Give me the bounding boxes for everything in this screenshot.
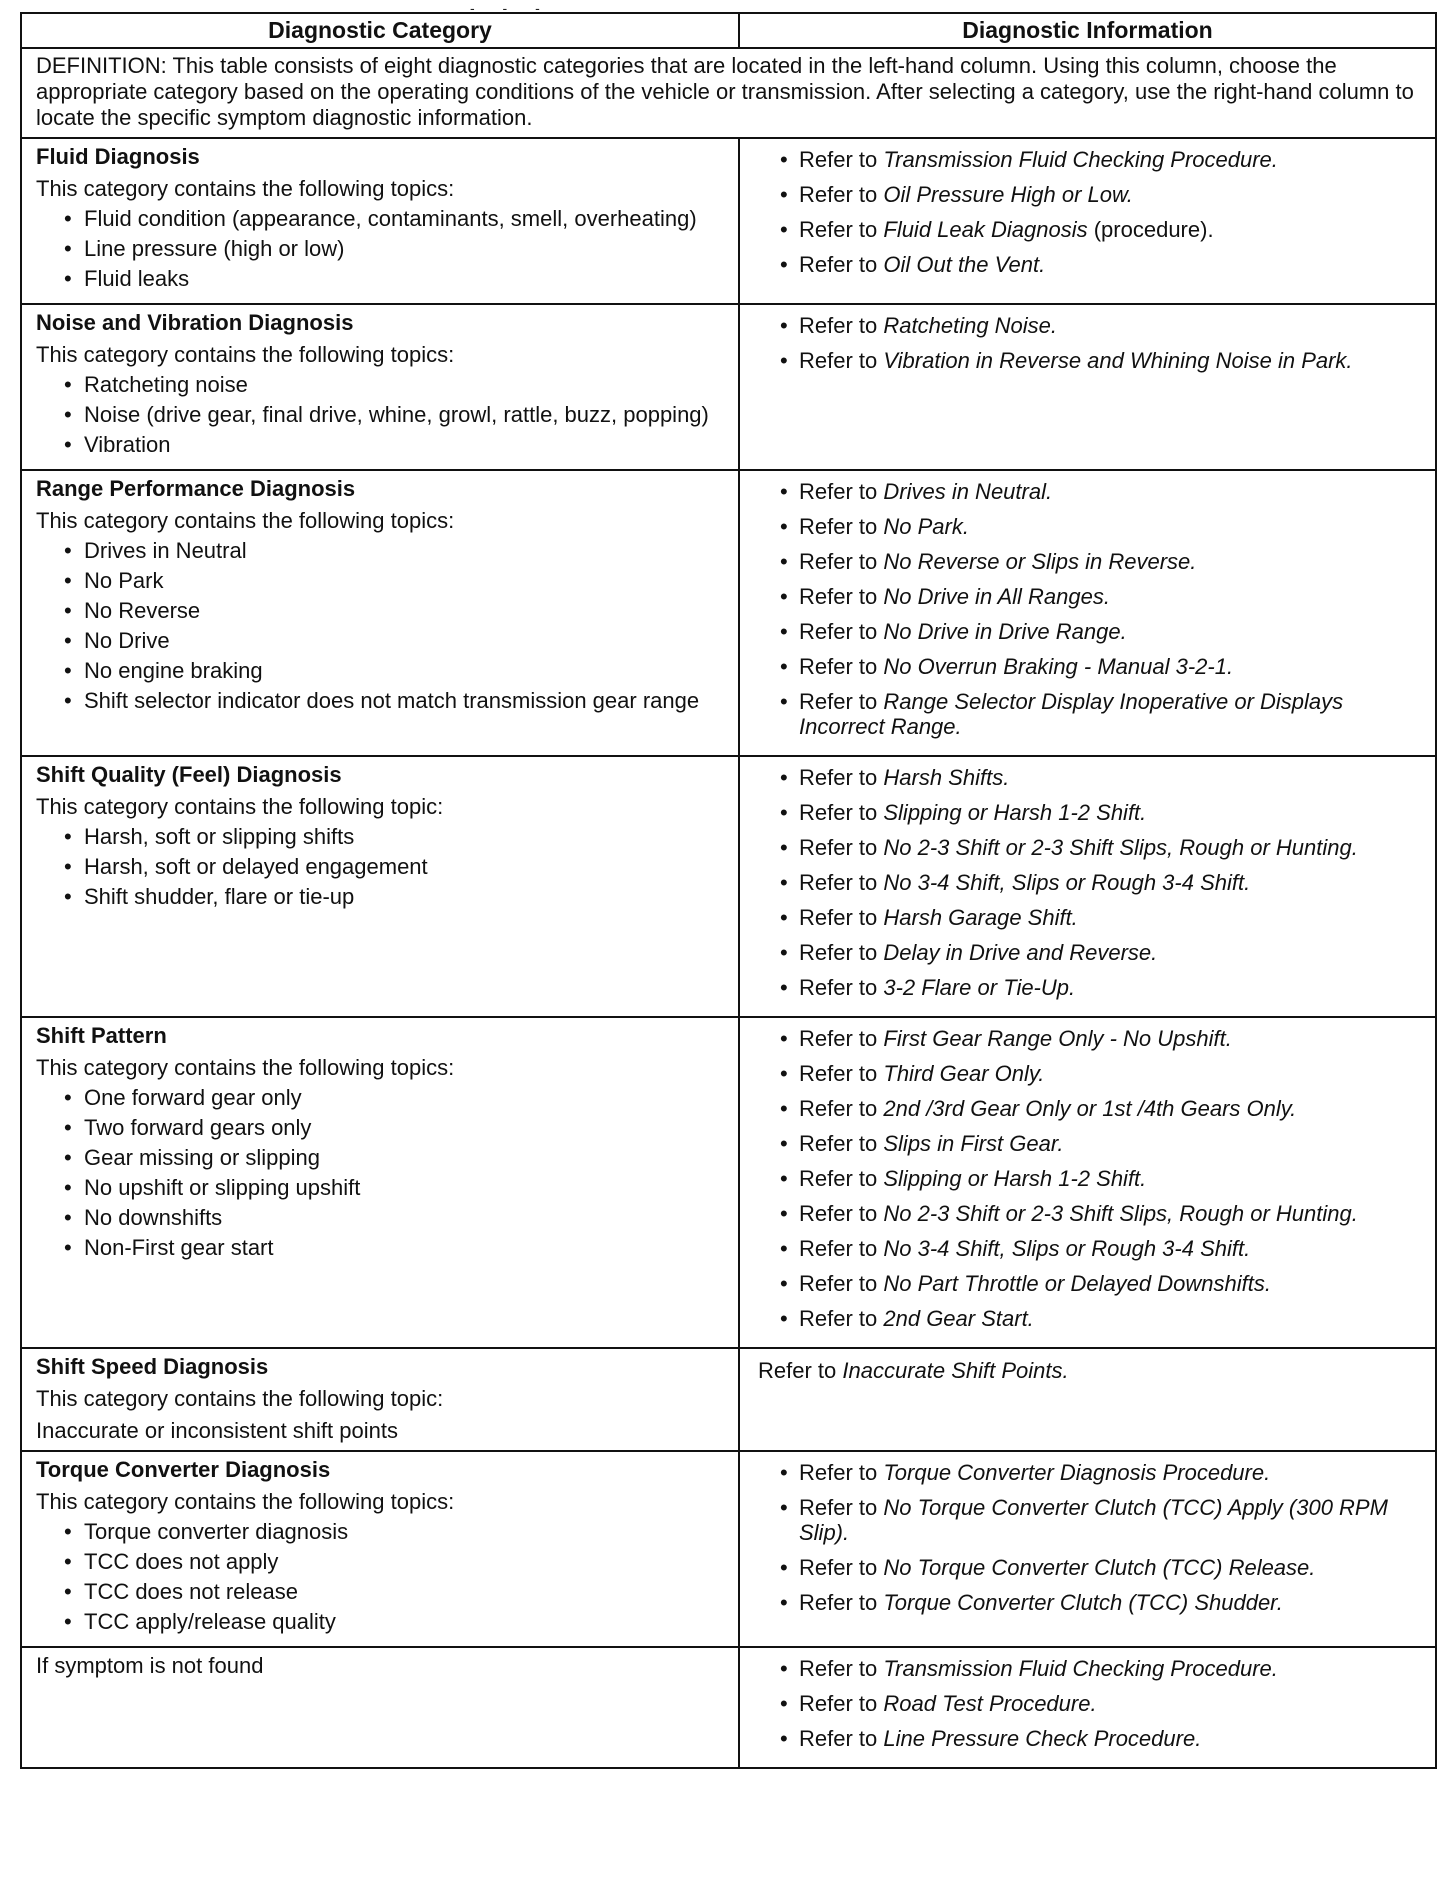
- ref-prefix: Refer to: [799, 182, 884, 207]
- information-cell: [739, 1647, 1436, 1768]
- information-cell: [739, 138, 1436, 304]
- ref-link[interactable]: Slipping or Harsh 1-2 Shift.: [883, 1166, 1147, 1191]
- ref-prefix: Refer to: [799, 765, 884, 790]
- ref-link[interactable]: Delay in Drive and Reverse.: [883, 940, 1158, 965]
- category-cell: [21, 1348, 739, 1451]
- information-cell: [739, 304, 1436, 470]
- list-item: • No Reverse: [36, 599, 728, 623]
- ref-link[interactable]: Line Pressure Check Procedure.: [883, 1726, 1202, 1751]
- ref-prefix: Refer to: [799, 1306, 884, 1331]
- list-item: [754, 1590, 1425, 1615]
- list-item: • Harsh, soft or delayed engagement: [36, 855, 728, 879]
- category-cell: [21, 470, 739, 756]
- ref-prefix: Refer to: [799, 835, 884, 860]
- ref-prefix: Refer to: [799, 1691, 884, 1716]
- list-item: • No engine braking: [36, 659, 728, 683]
- category-title: Shift Quality (Feel) Diagnosis: [36, 762, 342, 787]
- list-item: [754, 870, 1425, 895]
- ref-link[interactable]: No Part Throttle or Delayed Downshifts.: [883, 1271, 1271, 1296]
- ref-prefix: Refer to: [799, 1656, 884, 1681]
- list-item: [754, 147, 1425, 172]
- ref-link[interactable]: No Overrun Braking - Manual 3-2-1.: [883, 654, 1234, 679]
- information-cell: [739, 1451, 1436, 1647]
- scan-marks: - - -: [470, 0, 552, 16]
- list-item: [754, 905, 1425, 930]
- ref-link[interactable]: Ratcheting Noise.: [883, 313, 1058, 338]
- topic-list: [36, 825, 728, 909]
- ref-prefix: Refer to: [799, 975, 884, 1000]
- ref-prefix: Refer to: [799, 940, 884, 965]
- list-item: [754, 182, 1425, 207]
- ref-link[interactable]: No Torque Converter Clutch (TCC) Release.: [883, 1555, 1316, 1580]
- ref-prefix: Refer to: [799, 217, 884, 242]
- ref-prefix: Refer to: [799, 252, 884, 277]
- ref-prefix: Refer to: [799, 1026, 884, 1051]
- reference-list: [754, 1652, 1425, 1751]
- category-row: [21, 756, 1436, 1017]
- ref-link[interactable]: 2nd Gear Start.: [883, 1306, 1034, 1331]
- list-item: [754, 313, 1425, 338]
- list-item: [754, 1306, 1425, 1331]
- ref-link[interactable]: Fluid Leak Diagnosis: [883, 217, 1088, 242]
- list-item: [754, 1495, 1425, 1545]
- list-item: [754, 1026, 1425, 1051]
- list-item: • Ratcheting noise: [36, 373, 728, 397]
- category-cell: [21, 1451, 739, 1647]
- reference-list: [754, 475, 1425, 739]
- category-cell: [21, 1647, 739, 1768]
- ref-prefix: Refer to: [799, 905, 884, 930]
- reference-list: [754, 309, 1425, 373]
- category-row: [21, 1451, 1436, 1647]
- ref-prefix: Refer to: [799, 348, 884, 373]
- list-item: • No downshifts: [36, 1206, 728, 1230]
- ref-link[interactable]: No 2-3 Shift or 2-3 Shift Slips, Rough or Hunting.: [883, 1201, 1358, 1226]
- list-item: • Shift selector indicator does not match transmission gear range: [36, 689, 728, 713]
- category-title: Noise and Vibration Diagnosis: [36, 310, 354, 335]
- list-item: • TCC apply/release quality: [36, 1610, 728, 1634]
- category-intro: This category contains the following topics:: [36, 1055, 455, 1080]
- ref-suffix: (procedure).: [1087, 217, 1214, 242]
- list-item: [754, 1131, 1425, 1156]
- list-item: • One forward gear only: [36, 1086, 728, 1110]
- ref-link[interactable]: Range Selector Display Inoperative or Displays Incorrect Range.: [799, 689, 1344, 739]
- category-row: [21, 1348, 1436, 1451]
- list-item: [754, 1726, 1425, 1751]
- list-item: [754, 835, 1425, 860]
- information-cell: [739, 470, 1436, 756]
- reference-list: [754, 1022, 1425, 1331]
- list-item: [754, 514, 1425, 539]
- ref-link[interactable]: Vibration in Reverse and Whining Noise in Park.: [883, 348, 1353, 373]
- ref-link[interactable]: Torque Converter Diagnosis Procedure.: [883, 1460, 1271, 1485]
- ref-link[interactable]: First Gear Range Only - No Upshift.: [883, 1026, 1232, 1051]
- list-item: [754, 1656, 1425, 1681]
- list-item: [754, 252, 1425, 277]
- ref-link[interactable]: No Park.: [883, 514, 969, 539]
- ref-link[interactable]: Transmission Fluid Checking Procedure.: [883, 1656, 1278, 1681]
- list-item: • Fluid condition (appearance, contaminants, smell, overheating): [36, 207, 728, 231]
- category-row: [21, 470, 1436, 756]
- ref-prefix: Refer to: [799, 1460, 884, 1485]
- list-item: • TCC does not release: [36, 1580, 728, 1604]
- header-diagnostic-information: Diagnostic Information: [739, 13, 1436, 48]
- category-cell: [21, 138, 739, 304]
- ref-prefix: Refer to: [799, 654, 884, 679]
- ref-prefix: Refer to: [799, 479, 884, 504]
- list-item: [754, 1201, 1425, 1226]
- list-item: [754, 1691, 1425, 1716]
- ref-prefix: Refer to: [799, 800, 884, 825]
- ref-prefix: Refer to: [799, 1166, 884, 1191]
- ref-link[interactable]: Inaccurate Shift Points.: [842, 1358, 1069, 1383]
- ref-link[interactable]: Slipping or Harsh 1-2 Shift.: [883, 800, 1147, 825]
- reference-list: [754, 761, 1425, 1000]
- list-item: [754, 584, 1425, 609]
- list-item: [754, 619, 1425, 644]
- table-header-row: [21, 13, 1436, 48]
- category-title: Fluid Diagnosis: [36, 144, 200, 169]
- ref-prefix: Refer to: [799, 147, 884, 172]
- ref-prefix: Refer to: [799, 689, 884, 714]
- definition-text: DEFINITION: This table consists of eight diagnostic categories that are located in the left-hand column. Using this column, choose the appropriate category based on the operating conditions of the vehicle or transmission. After selecting a category, use the right-hand column to locate the specific symptom diagnostic information.: [21, 48, 1436, 138]
- category-intro: This category contains the following topic:: [36, 1386, 444, 1411]
- symptom-not-found-text: If symptom is not found: [36, 1653, 264, 1678]
- ref-prefix: Refer to: [799, 1495, 884, 1520]
- list-item: [754, 1166, 1425, 1191]
- ref-prefix: Refer to: [799, 1271, 884, 1296]
- topic-list: [36, 1086, 728, 1260]
- ref-link[interactable]: Drives in Neutral.: [883, 479, 1053, 504]
- ref-prefix: Refer to: [758, 1358, 843, 1383]
- list-item: [754, 654, 1425, 679]
- definition-row: [21, 48, 1436, 138]
- category-title: Shift Pattern: [36, 1023, 167, 1048]
- ref-prefix: Refer to: [799, 1555, 884, 1580]
- ref-prefix: Refer to: [799, 1131, 884, 1156]
- category-topic-text: Inaccurate or inconsistent shift points: [36, 1418, 398, 1443]
- ref-link[interactable]: No 2-3 Shift or 2-3 Shift Slips, Rough or Hunting.: [883, 835, 1358, 860]
- list-item: • Gear missing or slipping: [36, 1146, 728, 1170]
- list-item: [754, 1236, 1425, 1261]
- header-diagnostic-category: Diagnostic Category: [21, 13, 739, 48]
- information-cell: [739, 1017, 1436, 1348]
- list-item: [754, 348, 1425, 373]
- list-item: • Line pressure (high or low): [36, 237, 728, 261]
- category-intro: This category contains the following topics:: [36, 176, 455, 201]
- information-cell: [739, 1348, 1436, 1451]
- ref-prefix: Refer to: [799, 1096, 884, 1121]
- category-title: Torque Converter Diagnosis: [36, 1457, 331, 1482]
- list-item: • No Drive: [36, 629, 728, 653]
- ref-prefix: Refer to: [799, 1061, 884, 1086]
- category-row: [21, 1647, 1436, 1768]
- category-title: Range Performance Diagnosis: [36, 476, 356, 501]
- category-intro: This category contains the following topics:: [36, 342, 455, 367]
- list-item: [754, 940, 1425, 965]
- category-intro: This category contains the following topics:: [36, 508, 455, 533]
- ref-link[interactable]: No Drive in Drive Range.: [883, 619, 1127, 644]
- list-item: • Drives in Neutral: [36, 539, 728, 563]
- category-row: [21, 1017, 1436, 1348]
- diagnostic-table: [20, 12, 1437, 1769]
- ref-link[interactable]: Third Gear Only.: [883, 1061, 1045, 1086]
- information-cell: [739, 756, 1436, 1017]
- list-item: [754, 479, 1425, 504]
- list-item: • Noise (drive gear, final drive, whine, growl, rattle, buzz, popping): [36, 403, 728, 427]
- category-cell: [21, 756, 739, 1017]
- list-item: • Fluid leaks: [36, 267, 728, 291]
- ref-prefix: Refer to: [799, 1590, 884, 1615]
- ref-link[interactable]: Harsh Garage Shift.: [883, 905, 1078, 930]
- ref-prefix: Refer to: [799, 1726, 884, 1751]
- list-item: • Vibration: [36, 433, 728, 457]
- ref-link[interactable]: Slips in First Gear.: [883, 1131, 1064, 1156]
- topic-list: [36, 207, 728, 291]
- list-item: • Harsh, soft or slipping shifts: [36, 825, 728, 849]
- category-cell: [21, 304, 739, 470]
- list-item: • Shift shudder, flare or tie-up: [36, 885, 728, 909]
- ref-link[interactable]: No Torque Converter Clutch (TCC) Apply (300 RPM Slip).: [799, 1495, 1388, 1545]
- list-item: • Two forward gears only: [36, 1116, 728, 1140]
- list-item: [754, 217, 1425, 242]
- ref-prefix: Refer to: [799, 619, 884, 644]
- category-intro: This category contains the following topics:: [36, 1489, 455, 1514]
- category-row: [21, 304, 1436, 470]
- category-cell: [21, 1017, 739, 1348]
- list-item: [754, 1061, 1425, 1086]
- ref-link[interactable]: Road Test Procedure.: [883, 1691, 1097, 1716]
- reference-list: [754, 1456, 1425, 1615]
- ref-link[interactable]: Harsh Shifts.: [883, 765, 1010, 790]
- list-item: • Torque converter diagnosis: [36, 1520, 728, 1544]
- list-item: • TCC does not apply: [36, 1550, 728, 1574]
- reference-text: [754, 1353, 1425, 1384]
- list-item: • Non-First gear start: [36, 1236, 728, 1260]
- ref-link[interactable]: Transmission Fluid Checking Procedure.: [883, 147, 1278, 172]
- ref-link[interactable]: No Reverse or Slips in Reverse.: [883, 549, 1197, 574]
- ref-prefix: Refer to: [799, 870, 884, 895]
- ref-prefix: Refer to: [799, 514, 884, 539]
- ref-link[interactable]: No 3-4 Shift, Slips or Rough 3-4 Shift.: [883, 870, 1251, 895]
- topic-list: [36, 373, 728, 457]
- category-row: [21, 138, 1436, 304]
- ref-prefix: Refer to: [799, 584, 884, 609]
- list-item: [754, 1460, 1425, 1485]
- topic-list: [36, 1520, 728, 1634]
- topic-list: [36, 539, 728, 713]
- list-item: [754, 975, 1425, 1000]
- ref-prefix: Refer to: [799, 549, 884, 574]
- list-item: [754, 1096, 1425, 1121]
- ref-link[interactable]: Oil Pressure High or Low.: [883, 182, 1133, 207]
- list-item: • No upshift or slipping upshift: [36, 1176, 728, 1200]
- ref-prefix: Refer to: [799, 313, 884, 338]
- list-item: • No Park: [36, 569, 728, 593]
- category-intro: This category contains the following topic:: [36, 794, 444, 819]
- list-item: [754, 800, 1425, 825]
- ref-link[interactable]: No Drive in All Ranges.: [883, 584, 1110, 609]
- ref-prefix: Refer to: [799, 1236, 884, 1261]
- reference-list: [754, 143, 1425, 277]
- ref-prefix: Refer to: [799, 1201, 884, 1226]
- list-item: [754, 549, 1425, 574]
- list-item: [754, 1271, 1425, 1296]
- ref-link[interactable]: No 3-4 Shift, Slips or Rough 3-4 Shift.: [883, 1236, 1251, 1261]
- category-title: Shift Speed Diagnosis: [36, 1354, 269, 1379]
- ref-link[interactable]: 2nd /3rd Gear Only or 1st /4th Gears Only.: [883, 1096, 1297, 1121]
- ref-link[interactable]: Oil Out the Vent.: [883, 252, 1046, 277]
- ref-link[interactable]: Torque Converter Clutch (TCC) Shudder.: [883, 1590, 1283, 1615]
- list-item: [754, 689, 1425, 739]
- list-item: [754, 765, 1425, 790]
- list-item: [754, 1555, 1425, 1580]
- ref-link[interactable]: 3-2 Flare or Tie-Up.: [883, 975, 1076, 1000]
